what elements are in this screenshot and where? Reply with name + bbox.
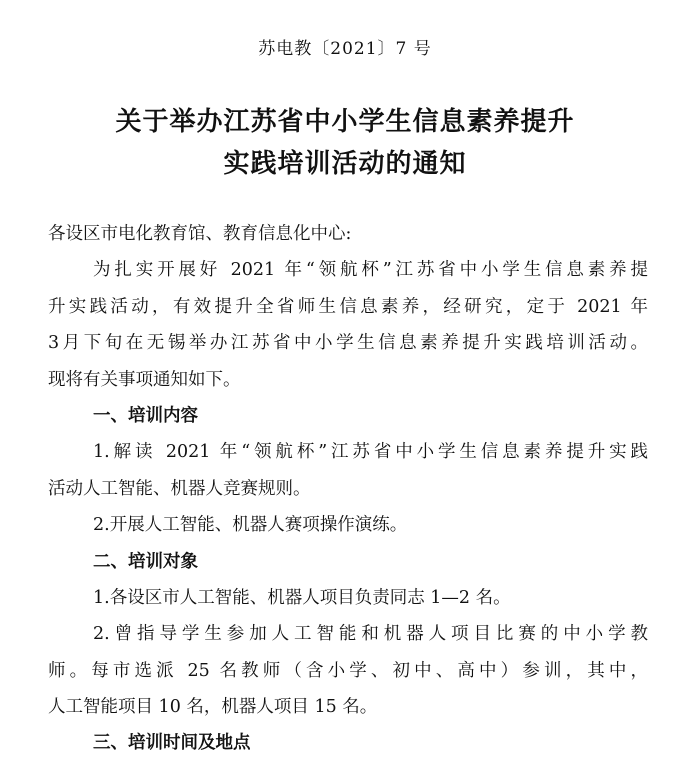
- paragraph-line: 3月下旬在无锡举办江苏省中小学生信息素养提升实践培训活动。: [48, 333, 648, 354]
- paragraph-line: 1.解读 2021 年“领航杯”江苏省中小学生信息素养提升实践: [93, 442, 648, 463]
- paragraph-line: 现将有关事项通知如下。: [48, 369, 241, 390]
- document-title-line-2: 实践培训活动的通知: [223, 149, 467, 179]
- salutation-line: 各设区市电化教育馆、教育信息化中心:: [48, 224, 352, 244]
- paragraph-line: 2.开展人工智能、机器人赛项操作演练。: [93, 515, 408, 536]
- document-title-line-1: 关于举办江苏省中小学生信息素养提升: [115, 107, 575, 137]
- section-heading: 三、培训时间及地点: [93, 733, 251, 754]
- paragraph-line: 活动人工智能、机器人竞赛规则。: [48, 478, 311, 499]
- document-number: 苏电教〔2021〕7 号: [258, 39, 432, 59]
- paragraph-line: 为扎实开展好 2021 年“领航杯”江苏省中小学生信息素养提: [93, 260, 648, 281]
- paragraph-line: 1.各设区市人工智能、机器人项目负责同志 1—2 名。: [93, 587, 511, 608]
- section-heading: 一、培训内容: [93, 405, 198, 426]
- section-heading: 二、培训对象: [93, 551, 198, 572]
- paragraph-line: 师。每市选派 25 名教师（含小学、初中、高中）参训，其中，: [48, 660, 648, 681]
- paragraph-line: 人工智能项目 10 名，机器人项目 15 名。: [48, 697, 378, 718]
- paragraph-line: 2.曾指导学生参加人工智能和机器人项目比赛的中小学教: [93, 624, 648, 645]
- document-body: [48, 216, 648, 762]
- paragraph-line: 升实践活动，有效提升全省师生信息素养，经研究，定于 2021 年: [48, 296, 648, 317]
